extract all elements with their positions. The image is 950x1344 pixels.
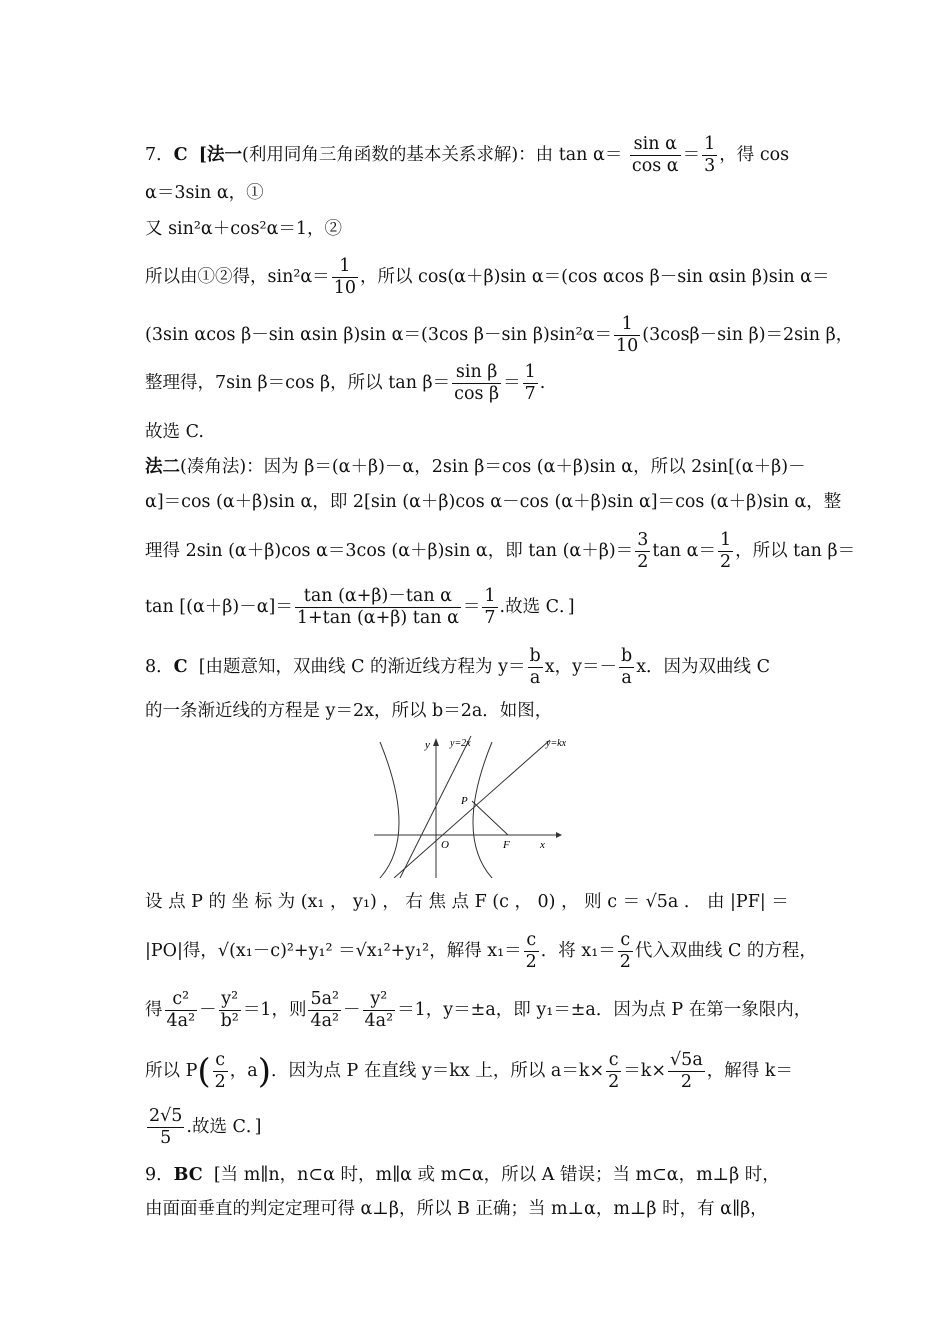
q9-line-2: 由面面垂直的判定定理可得 α⊥β，所以 B 正确；当 m⊥α，m⊥β 时，有 α∥β， [145,1199,768,1219]
fraction: $\frac{\text{y²}}{\text{b²}}$ [220,989,239,1031]
fraction: $\frac{c}{2}$ [525,930,537,972]
hyperbola-figure [368,732,580,878]
y-axis-arrow [433,738,439,746]
label-y: y [425,739,430,751]
q7-line-6: 整理得，7sin β＝cos β，所以 tan β＝ $\frac{\text{sin β}}{\text{cos β}}$ ＝ $\frac{1}{7}$ . [145,362,546,404]
fraction: $\frac{1}{10}$ [616,314,639,356]
q8-line-3: 设 点 P 的 坐 标 为 (x₁ ， y₁) ， 右 焦 点 F (c ， 0) ， 则 c ＝ √5a ． 由 |PF| ＝ [145,892,789,912]
q9-answer: BC [173,1165,203,1185]
q8-answer: C [173,657,188,677]
q8-line-2: 的一条渐近线的方程是 y＝2x，所以 b＝2a．如图， [145,701,553,721]
x-axis-arrow [556,832,562,838]
fraction: $\frac{√5a}{2}$ [670,1050,703,1092]
segment-PF [472,801,508,835]
fraction: $\frac{1}{3}$ [704,134,716,176]
q7-line-8: 法二(凑角法)：因为 β＝(α＋β)－α，2sin β＝cos (α＋β)sin α，所以 2sin[(α＋β)－ [145,457,806,477]
fraction: $\frac{1}{7}$ [524,362,536,404]
q8-line-4: |PO|得，√(x₁－c)²+y₁² ＝√x₁²+y₁²，解得 x₁＝ $\frac{c}{2}$ ．将 x₁＝ $\frac{c}{2}$ 代入双曲线 C 的方程， [145,930,817,972]
q8-line-1: 8．C [由题意知，双曲线 C 的渐近线方程为 y＝ $\frac{b}{a}$ x，y＝－ $\frac{b}{a}$ x．因为双曲线 C [145,646,771,688]
label-F: F [503,839,510,851]
label-O: O [441,839,449,851]
label-x: x [540,839,545,851]
q9-number: 9． [145,1165,174,1185]
fraction: $\frac{1}{10}$ [333,256,356,298]
q7-line-1: 7．C [法一(利用同角三角函数的基本关系求解)：由 tan α＝ $\frac{\text{sin α}}{\text{cos α}}$ ＝ $\frac{1}{3}$ ，得 cos [145,134,790,176]
q7-line-5: (3sin αcos β－sin αsin β)sin α＝(3cos β－sin β)sin²α＝ $\frac{1}{10}$ (3cosβ－sin β)＝2sin β， [145,314,854,356]
fraction: $\frac{1}{7}$ [484,586,496,628]
fraction: $\frac{c}{2}$ [608,1050,620,1092]
q8-line-6: 所以 P( $\frac{c}{2}$ ，a)．因为点 P 在直线 y＝kx 上，所以 a＝k× $\frac{c}{2}$ ＝k× $\frac{√5a}{2}$ ，解得 k＝ [145,1050,793,1092]
fraction: $\frac{1}{2}$ [719,530,732,572]
q8-number: 8． [145,657,174,677]
label-ykx: y=kx [546,738,567,749]
q7-method2-title: 法二 [145,457,180,477]
q7-line-4: 所以由①②得，sin²α＝ $\frac{1}{10}$ ，所以 cos(α＋β)sin α＝(cos αcos β－sin αsin β)sin α＝ [145,256,830,298]
q8-line-7: $\frac{2√5}{5}$ .故选 C．] [149,1106,262,1148]
q7-line-10: 理得 2sin (α＋β)cos α＝3cos (α＋β)sin α，即 tan (α＋β)＝ $\frac{3}{2}$ tan α＝ $\frac{1}{2}$ ，所以 tan β＝ [145,530,856,572]
hyperbola-left-branch [380,742,399,878]
fraction: $\frac{\text{5a²}}{\text{4a²}}$ [310,989,340,1031]
q7-line-3: 又 sin²α＋cos²α＝1，② [145,219,343,239]
fraction: $\frac{b}{a}$ [620,646,633,688]
q8-line-5: 得 $\frac{\text{c²}}{\text{4a²}}$ － $\frac{\text{y²}}{\text{b²}}$ ＝1，则 $\frac{\text{5a²}}{\text{4a²}}$ － $\frac{\text{y²}}{\text{4a²}}$ ＝1，y＝±a，即 y₁＝±a．因为点 P 在第一象限内， [145,989,812,1031]
q7-text: (利用同角三角函数的基本关系求解)：由 tan α＝ [242,145,623,165]
q7-answer: C [173,145,188,165]
q7-line-11: tan [(α＋β)－α]＝ $\frac{\text{tan (α+β)－tan α}}{\text{1+tan (α+β) tan α}}$ ＝ $\frac{1}{7}$ .故选 C．] [145,586,575,628]
fraction: $\frac{\text{y²}}{\text{4a²}}$ [364,989,394,1031]
fraction: $\frac{\text{sin β}}{\text{cos β}}$ [454,362,500,404]
q7-number: 7． [145,145,174,165]
fraction: $\frac{b}{a}$ [529,646,541,688]
fraction: $\frac{c}{2}$ [619,930,631,972]
fraction: $\frac{\text{sin α}}{\text{cos α}}$ [631,134,679,176]
hyperbola-right-branch [473,742,492,878]
label-P: P [461,795,468,807]
fraction: $\frac{\text{tan (α+β)－tan α}}{\text{1+tan (α+β) tan α}}$ [296,586,459,628]
q9-line-1: 9．BC [当 m∥n，n⊂α 时，m∥α 或 m⊂α，所以 A 错误；当 m⊂α，m⊥β 时， [145,1165,780,1185]
q7-line-9: α]＝cos (α＋β)sin α，即 2[sin (α＋β)cos α－cos (α＋β)sin α]＝cos (α＋β)sin α，整 [145,492,842,512]
fraction: $\frac{3}{2}$ [637,530,649,572]
q7-line-2: α＝3sin α，① [145,183,264,203]
line-ykx [394,740,550,878]
fraction: $\frac{c}{2}$ [214,1050,226,1092]
q7-line-7: 故选 C. [145,422,204,442]
fraction: $\frac{2√5}{5}$ [149,1106,183,1148]
label-y2x: y=2x [450,738,471,749]
q7-method1-title: [法一 [198,145,242,165]
fraction: $\frac{\text{c²}}{\text{4a²}}$ [166,989,196,1031]
